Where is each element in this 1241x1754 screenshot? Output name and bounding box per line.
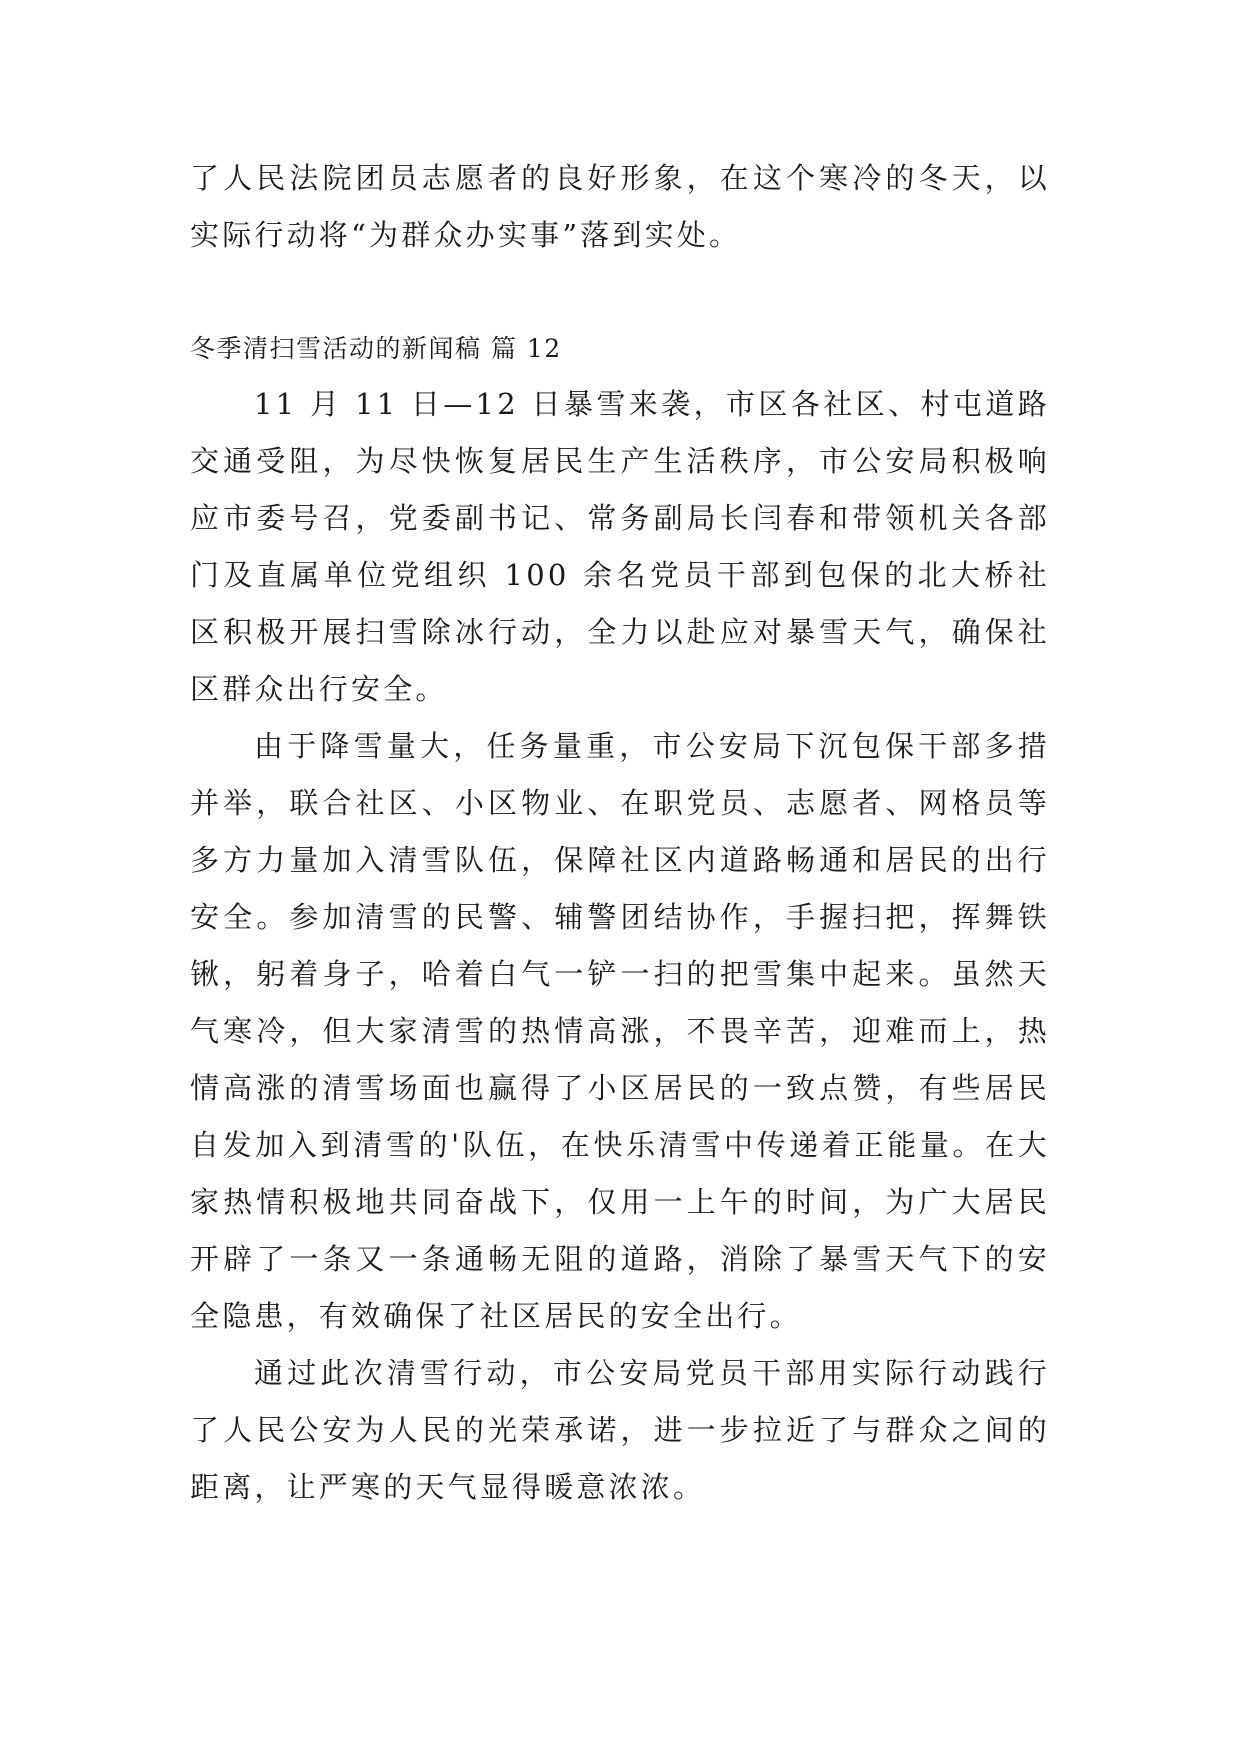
document-body	[190, 150, 1050, 1516]
body-paragraph-2: 由于降雪量大，任务量重，市公安局下沉包保干部多措并举，联合社区、小区物业、在职党员、志愿者、网格员等多方力量加入清雪队伍，保障社区内道路畅通和居民的出行安全。参加清雪的民警、辅警团结协作，手握扫把，挥舞铁锹，躬着身子，哈着白气一铲一扫的把雪集中起来。虽然天气寒冷，但大家清雪的热情高涨，不畏辛苦，迎难而上，热情高涨的清雪场面也赢得了小区居民的一致点赞，有些居民自发加入到清雪的'队伍，在快乐清雪中传递着正能量。在大家热情积极地共同奋战下，仅用一上午的时间，为广大居民开辟了一条又一条通畅无阻的道路，消除了暴雪天气下的安全隐患，有效确保了社区居民的安全出行。	[190, 729, 1050, 1333]
section-title: 冬季清扫雪活动的新闻稿 篇 12	[190, 334, 562, 363]
body-paragraph-1: 11 月 11 日—12 日暴雪来袭，市区各社区、村屯道路交通受阻，为尽快恢复居民生产生活秩序，市公安局积极响应市委号召，党委副书记、常务副局长闫春和带领机关各部门及直属单位党组织 100 余名党员干部到包保的北大桥社区积极开展扫雪除冰行动，全力以赴应对暴雪天气，确保社区群众出行安全。	[190, 387, 1050, 706]
body-paragraph-3: 通过此次清雪行动，市公安局党员干部用实际行动践行了人民公安为人民的光荣承诺，进一步拉近了与群众之间的距离，让严寒的天气显得暖意浓浓。	[190, 1356, 1050, 1504]
continuation-paragraph: 了人民法院团员志愿者的良好形象，在这个寒冷的冬天，以实际行动将“为群众办实事”落到实处。	[190, 161, 1050, 252]
